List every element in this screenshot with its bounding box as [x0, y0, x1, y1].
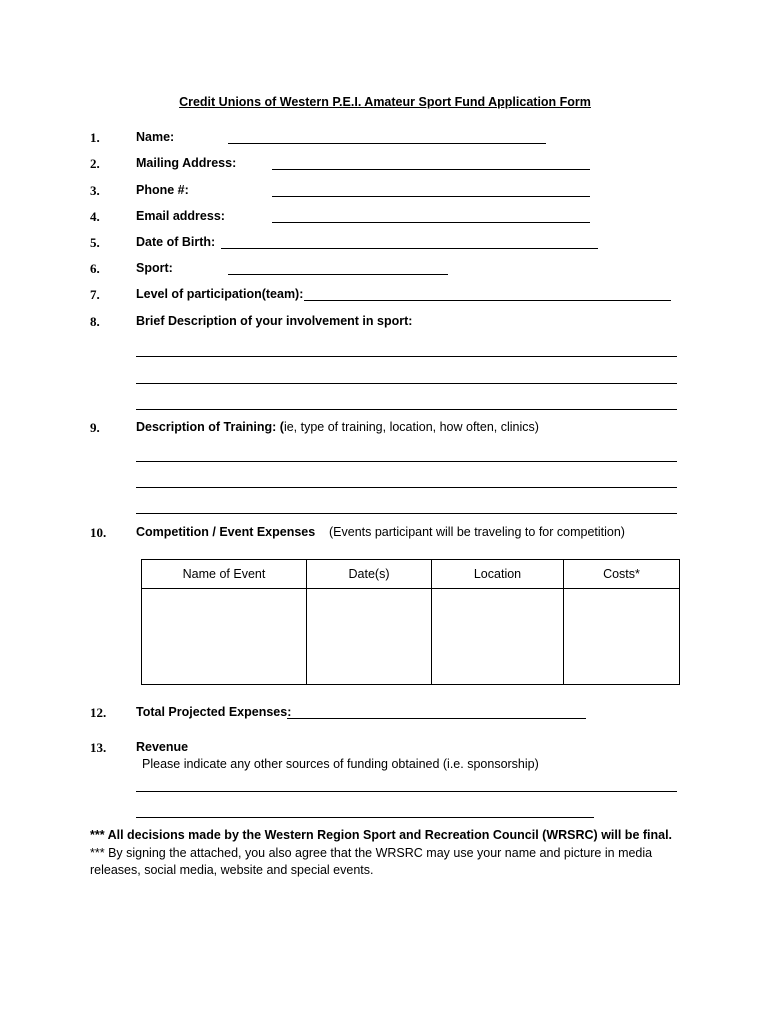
consent-note-line-1: *** By signing the attached, you also agree that the WRSRC may use your name and picture in media	[90, 846, 653, 860]
revenue-hint: Please indicate any other sources of funding obtained (i.e. sponsorship)	[142, 757, 539, 771]
name-input-line[interactable]	[228, 143, 546, 144]
item-number-4: 4.	[90, 209, 100, 224]
level-of-participation-label: Level of participation(team):	[136, 287, 304, 301]
table-row	[142, 589, 680, 685]
training-hint-open-paren: (	[279, 420, 284, 434]
item-number-8: 8.	[90, 314, 100, 329]
involvement-input-line[interactable]	[136, 409, 677, 410]
training-label: Description of Training:	[136, 420, 277, 434]
event-costs-cell[interactable]	[564, 589, 680, 685]
training-input-line[interactable]	[136, 513, 677, 514]
competition-expenses-hint: (Events participant will be traveling to for competition)	[329, 525, 625, 539]
sport-input-line[interactable]	[228, 274, 448, 275]
phone-label: Phone #:	[136, 183, 189, 197]
involvement-description-label: Brief Description of your involvement in sport:	[136, 314, 413, 328]
item-number-10: 10.	[90, 525, 107, 540]
column-header-costs: Costs*	[564, 560, 680, 589]
column-header-name-of-event: Name of Event	[142, 560, 307, 589]
sport-label: Sport:	[136, 261, 173, 275]
column-header-dates: Date(s)	[307, 560, 432, 589]
total-projected-expenses-input-line[interactable]	[287, 718, 586, 719]
date-of-birth-input-line[interactable]	[221, 248, 598, 249]
involvement-input-line[interactable]	[136, 356, 677, 357]
date-of-birth-label: Date of Birth:	[136, 235, 216, 249]
event-dates-cell[interactable]	[307, 589, 432, 685]
decisions-final-note: *** All decisions made by the Western Region Sport and Recreation Council (WRSRC) will be final.	[90, 828, 673, 842]
email-input-line[interactable]	[272, 222, 590, 223]
revenue-label: Revenue	[136, 740, 189, 754]
item-number-12: 12.	[90, 705, 107, 720]
item-number-13: 13.	[90, 740, 107, 755]
page-title: Credit Unions of Western P.E.I. Amateur Sport Fund Application Form	[179, 95, 591, 109]
mailing-address-input-line[interactable]	[272, 169, 590, 170]
event-name-cell[interactable]	[142, 589, 307, 685]
training-input-line[interactable]	[136, 461, 677, 462]
training-label-row	[136, 420, 539, 434]
training-hint: ie, type of training, location, how often, clinics)	[283, 420, 539, 434]
email-label: Email address:	[136, 209, 225, 223]
name-label: Name:	[136, 130, 175, 144]
event-expenses-table	[141, 559, 680, 685]
revenue-input-line[interactable]	[136, 817, 594, 818]
item-number-9: 9.	[90, 420, 100, 435]
item-number-5: 5.	[90, 235, 100, 250]
item-number-1: 1.	[90, 130, 100, 145]
phone-input-line[interactable]	[272, 196, 590, 197]
consent-note-line-2: releases, social media, website and special events.	[90, 863, 374, 877]
item-number-6: 6.	[90, 261, 100, 276]
revenue-input-line[interactable]	[136, 791, 677, 792]
event-location-cell[interactable]	[432, 589, 564, 685]
item-number-2: 2.	[90, 156, 100, 171]
competition-expenses-label: Competition / Event Expenses	[136, 525, 316, 539]
training-input-line[interactable]	[136, 487, 677, 488]
mailing-address-label: Mailing Address:	[136, 156, 237, 170]
total-projected-expenses-label: Total Projected Expenses:	[136, 705, 292, 719]
table-header-row	[142, 560, 680, 589]
item-number-7: 7.	[90, 287, 100, 302]
involvement-input-line[interactable]	[136, 383, 677, 384]
level-of-participation-input-line[interactable]	[304, 300, 671, 301]
item-number-3: 3.	[90, 183, 100, 198]
column-header-location: Location	[432, 560, 564, 589]
